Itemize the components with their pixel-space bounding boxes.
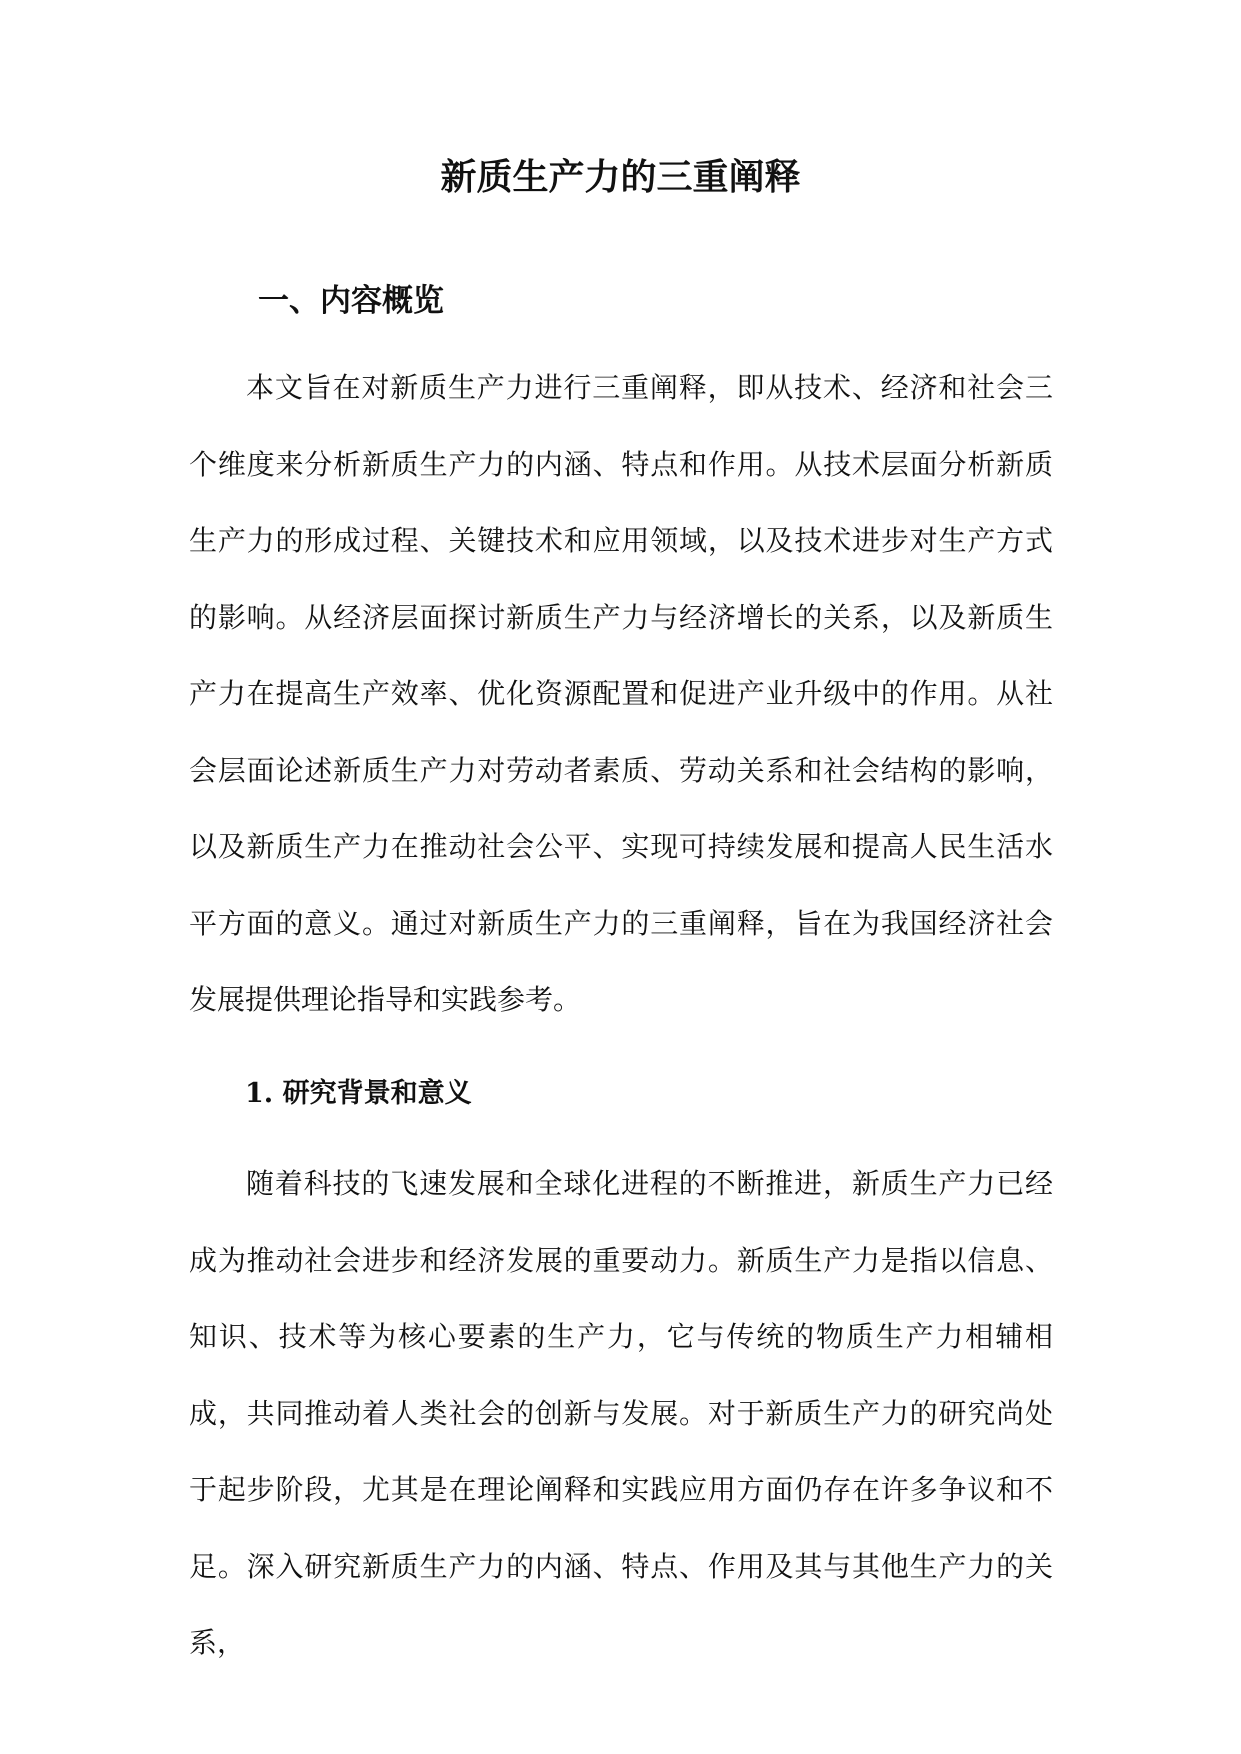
section-heading-overview: 一、内容概览 bbox=[258, 283, 444, 319]
subsection-heading-background: 1. 研究背景和意义 bbox=[245, 1078, 472, 1109]
overview-paragraph: 本文旨在对新质生产力进行三重阐释，即从技术、经济和社会三个维度来分析新质生产力的内涵、特点和作用。从技术层面分析新质生产力的形成过程、关键技术和应用领域，以及技术进步对生产方式的影响。从经济层面探讨新质生产力与经济增长的关系，以及新质生产力在提高生产效率、优化资源配置和促进产业升级中的作用。从社会层面论述新质生产力对劳动者素质、劳动关系和社会结构的影响，以及新质生产力在推动社会公平、实现可持续发展和提高人民生活水平方面的意义。通过对新质生产力的三重阐释，旨在为我国经济社会发展提供理论指导和实践参考。 bbox=[189, 371, 1053, 1016]
background-paragraph: 随着科技的飞速发展和全球化进程的不断推进，新质生产力已经成为推动社会进步和经济发展的重要动力。新质生产力是指以信息、知识、技术等为核心要素的生产力，它与传统的物质生产力相辅相成，共同推动着人类社会的创新与发展。对于新质生产力的研究尚处于起步阶段，尤其是在理论阐释和实践应用方面仍存在许多争议和不足。深入研究新质生产力的内涵、特点、作用及其与其他生产力的关系， bbox=[189, 1167, 1053, 1659]
document-title: 新质生产力的三重阐释 bbox=[440, 156, 801, 198]
